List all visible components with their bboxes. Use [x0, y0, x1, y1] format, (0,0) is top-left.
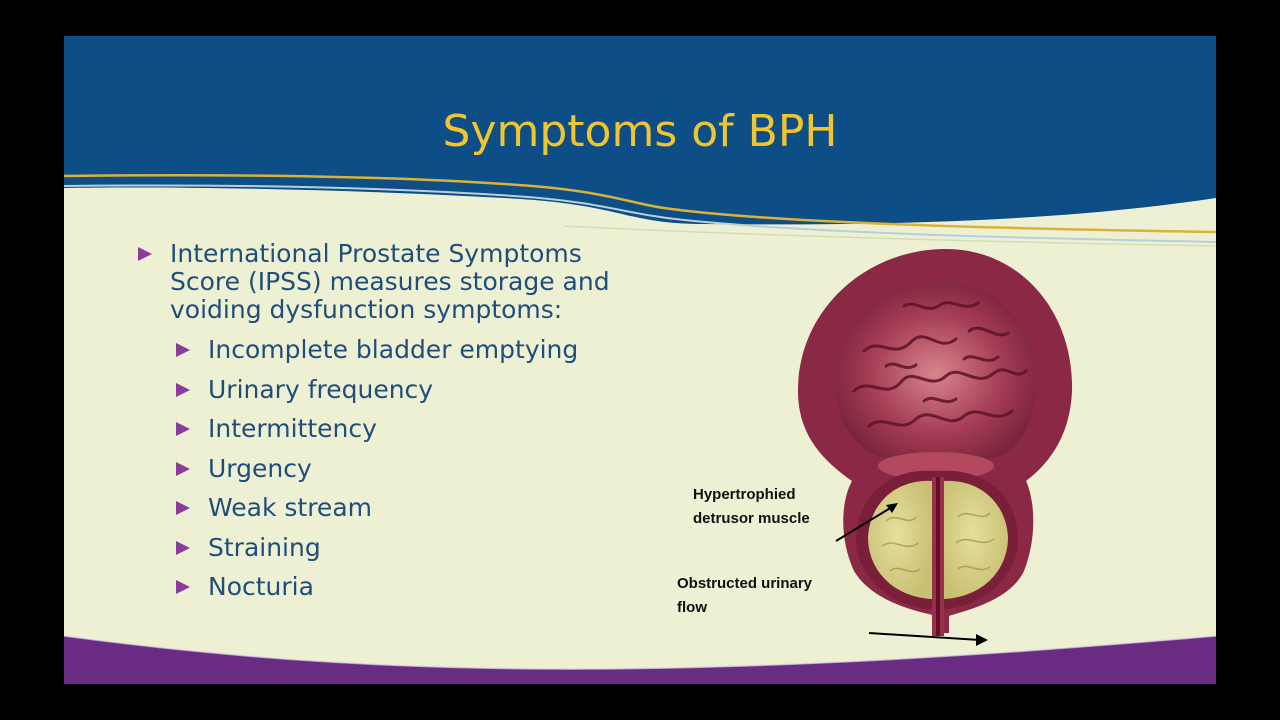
urethra-lumen	[936, 477, 940, 636]
bullet-arrow-icon	[138, 247, 152, 261]
bullet-arrow-icon	[176, 501, 190, 515]
subitem-intermittency	[174, 415, 656, 443]
bullet-list	[136, 240, 656, 601]
subitem-urgency	[174, 455, 656, 483]
flow-pointer-arrow	[869, 633, 980, 640]
subitem-urinary-frequency	[174, 376, 656, 404]
subitem-text: Nocturia	[208, 572, 314, 601]
bullet-arrow-icon	[176, 580, 190, 594]
subitem-text: Straining	[208, 532, 321, 562]
bullet-arrow-icon	[176, 343, 190, 357]
bullet-arrow-icon	[176, 422, 190, 436]
subitem-text: Urinary frequency	[208, 374, 434, 404]
subitem-weak-stream	[174, 494, 656, 522]
bullet-ipss	[136, 240, 656, 324]
subitem-incomplete-emptying	[174, 336, 656, 364]
subitem-straining	[174, 534, 656, 562]
subitem-nocturia	[174, 573, 656, 601]
flow-arrowhead	[976, 634, 988, 646]
subitem-text: Urgency	[208, 453, 312, 483]
label-hypertrophied-detrusor: Hypertrophied detrusor muscle	[693, 486, 810, 527]
bullet-arrow-icon	[176, 462, 190, 476]
label-obstructed-flow: Obstructed urinary flow	[677, 575, 813, 616]
bullet-arrow-icon	[176, 383, 190, 397]
bullet-arrow-icon	[176, 541, 190, 555]
subitem-text: Intermittency	[208, 414, 377, 443]
subitem-text: Incomplete bladder emptying	[208, 335, 579, 364]
bullet-text: International Prostate Symptoms Score (IPSS) measures storage and voiding dysfunction symptoms:	[170, 239, 610, 324]
slide	[64, 36, 1216, 684]
subitem-text: Weak stream	[208, 493, 372, 522]
slide-title: Symptoms of BPH	[442, 106, 838, 157]
